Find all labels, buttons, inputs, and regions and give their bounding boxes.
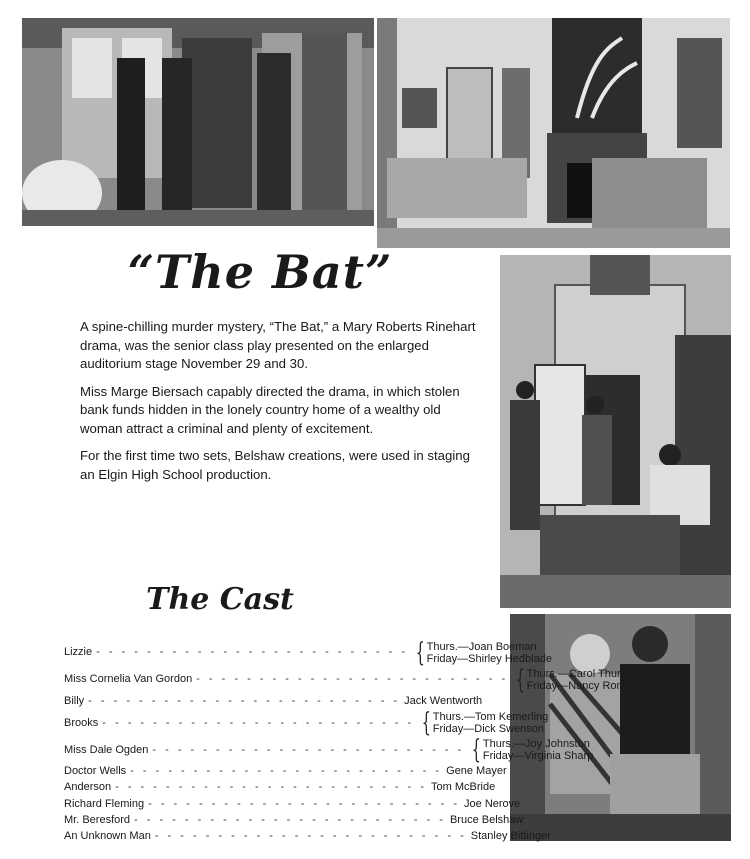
- cast-role: Lizzie: [64, 646, 93, 659]
- cast-actor-thurs: Thurs.—Tom Kemerling: [432, 711, 549, 724]
- paragraph-3: For the first time two sets, Belshaw creations, were used in staging an Elgin High School production.: [80, 448, 470, 482]
- cast-actor-thurs: Thurs.—Joy Johnston: [482, 738, 590, 751]
- cast-actors-split: [412, 638, 552, 668]
- cast-row-fleming: [64, 797, 521, 811]
- cast-row-billy: [64, 695, 483, 708]
- leader-dots: - - - - - - - - - - - - - - - - - - - - - - - - -: [102, 716, 415, 729]
- article-body: [80, 318, 480, 493]
- cast-actors-split: [468, 735, 594, 766]
- cast-row-dale: [64, 735, 594, 766]
- leader-dots: - - - - - - - - - - - - - - - - - - - - - - - - -: [130, 765, 443, 778]
- leader-dots: - - - - - - - - - - - - - - - - - - - - - - - - -: [196, 673, 509, 686]
- photo-living-room-set: [377, 18, 730, 248]
- cast-actor-thurs: Thurs.—Joan Boeman: [426, 641, 537, 653]
- cast-role: Richard Fleming: [64, 797, 145, 810]
- paragraph-2: Miss Marge Biersach capably directed the drama, in which stolen bank funds hidden in the lonely country home of a wealthy old woman attract a criminal and plenty of excitement.: [80, 383, 460, 436]
- cast-role: Mr. Beresford: [64, 813, 131, 826]
- brace-glyph: {: [515, 665, 525, 695]
- leader-dots: - - - - - - - - - - - - - - - - - - - - - - - - -: [152, 743, 465, 756]
- cast-row-lizzie: [64, 638, 552, 668]
- cast-actor-fri: Friday—Virginia Sharp: [482, 750, 594, 763]
- cast-role: Miss Cornelia Van Gordon: [64, 673, 193, 686]
- cast-role: Miss Dale Ogden: [64, 743, 149, 756]
- leader-dots: - - - - - - - - - - - - - - - - - - - - - - - - -: [96, 646, 409, 659]
- brace-glyph: {: [415, 638, 425, 668]
- cast-actor: Tom McBride: [431, 781, 496, 794]
- leader-dots: - - - - - - - - - - - - - - - - - - - - - - - - -: [148, 797, 461, 810]
- cast-role: Anderson: [64, 781, 112, 794]
- cast-role: An Unknown Man: [64, 830, 151, 843]
- cast-role: Brooks: [64, 716, 99, 729]
- leader-dots: - - - - - - - - - - - - - - - - - - - - - - - - -: [154, 830, 467, 843]
- cast-actor: Gene Mayer: [446, 765, 507, 778]
- cast-actor: Joe Nerove: [464, 797, 521, 810]
- cast-actor-fri: Friday—Dick Swenson: [432, 723, 544, 736]
- page-title: “The Bat”: [127, 245, 393, 299]
- leader-dots: - - - - - - - - - - - - - - - - - - - - - - - - -: [115, 781, 428, 794]
- cast-role: Billy: [64, 695, 85, 707]
- cast-row-brooks: [64, 708, 549, 739]
- cast-row-beresford: [64, 813, 524, 827]
- photo-stage-scene: [22, 18, 374, 226]
- leader-dots: - - - - - - - - - - - - - - - - - - - - - - - - -: [134, 813, 446, 826]
- photo-backstage-crew: [500, 255, 731, 608]
- leader-dots: - - - - - - - - - - - - - - - - - - - - - - - - -: [88, 695, 401, 707]
- cast-actor-thurs: Thurs.—Carol Thurnau: [526, 668, 639, 680]
- cast-row-unknown-man: [64, 830, 551, 843]
- cast-actor-fri: Friday—Shirley Hedblade: [426, 653, 552, 665]
- brace-glyph: {: [421, 708, 432, 739]
- brace-glyph: {: [472, 735, 482, 766]
- cast-actor: Jack Wentworth: [404, 695, 483, 707]
- cast-actor: Bruce Belshaw: [449, 813, 524, 826]
- cast-actors-split: [418, 708, 549, 739]
- paragraph-1: A spine-chilling murder mystery, “The Bat,” a Mary Roberts Rinehart drama, was the senior class play presented on the enlarged auditorium stage November 29 and 30.: [80, 319, 476, 371]
- cast-row-anderson: [64, 781, 496, 794]
- cast-title: The Cast: [146, 582, 294, 617]
- cast-role: Doctor Wells: [64, 765, 127, 778]
- cast-row-cornelia: [64, 665, 640, 695]
- cast-actor-fri: Friday—Nancy Romeis: [526, 680, 640, 692]
- cast-actors-split: [512, 665, 640, 695]
- cast-row-wells: [64, 765, 507, 778]
- cast-actor: Stanley Bittinger: [470, 830, 551, 843]
- cast-list: [64, 638, 640, 846]
